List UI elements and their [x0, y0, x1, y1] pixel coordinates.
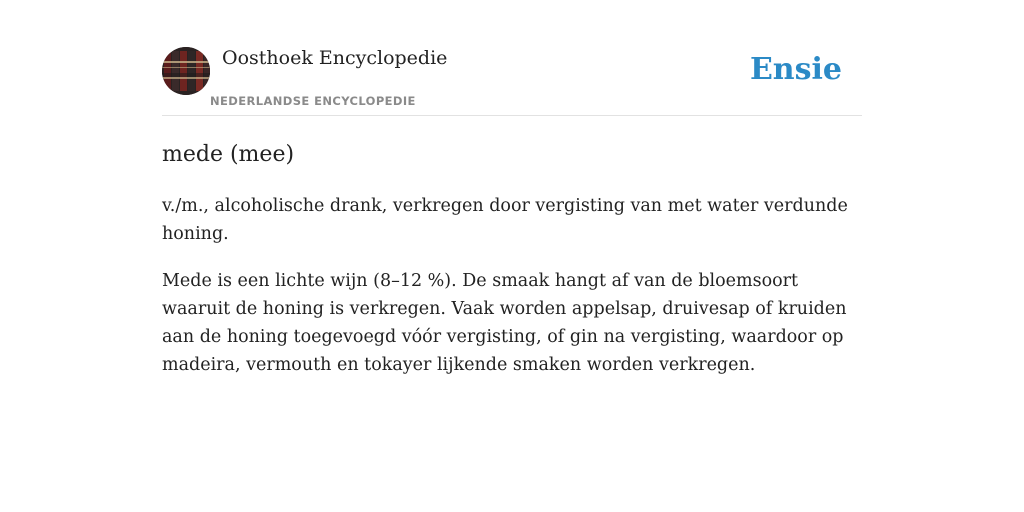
- site-header: [162, 0, 862, 116]
- books-illustration: [162, 47, 210, 95]
- site-name[interactable]: Oosthoek Encyclopedie: [222, 47, 448, 69]
- entry-title: mede (mee): [162, 142, 295, 167]
- ensie-logo-link[interactable]: Ensie: [749, 52, 842, 87]
- page-container: [162, 0, 862, 375]
- site-tagline: NEDERLANDSE ENCYCLOPEDIE: [210, 94, 416, 108]
- entry-paragraph-description: Mede is een lichte wijn (8–12 %). De smaak hangt af van de bloemsoort waaruit de honing is verkregen. Vaak worden appelsap, druivesap of kruiden aan de honing toegevoegd vóór vergisting, of gin na vergisting, waardoor op madeira, vermouth en tokayer lijkende smaken worden verkregen.: [162, 271, 847, 375]
- encyclopedia-books-icon[interactable]: [162, 47, 210, 95]
- entry-paragraph-definition: v./m., alcoholische drank, verkregen door vergisting van met water verdunde honing.: [162, 196, 848, 244]
